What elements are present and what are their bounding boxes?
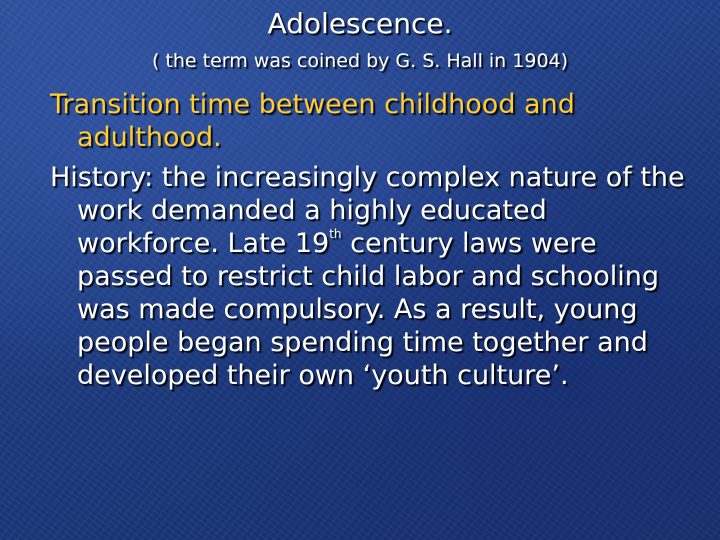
ordinal-superscript: th bbox=[329, 227, 342, 241]
bullet-history-text-end: century laws were passed to restrict child labor and schooling was made compulsory. As a result, young people began spending time together and developed their own ‘youth culture’. bbox=[77, 228, 659, 391]
slide-body bbox=[50, 88, 690, 392]
slide-subtitle: ( the term was coined by G. S. Hall in 1904) bbox=[151, 50, 569, 72]
bullet-definition: Transition time between childhood and adulthood. bbox=[50, 89, 575, 153]
bullet-history bbox=[50, 161, 690, 392]
slide-title: Adolescence. bbox=[267, 7, 453, 40]
bullet-history-text-start: History: the increasingly complex nature of the work demanded a highly educated workforce. Late 19 bbox=[50, 162, 685, 259]
